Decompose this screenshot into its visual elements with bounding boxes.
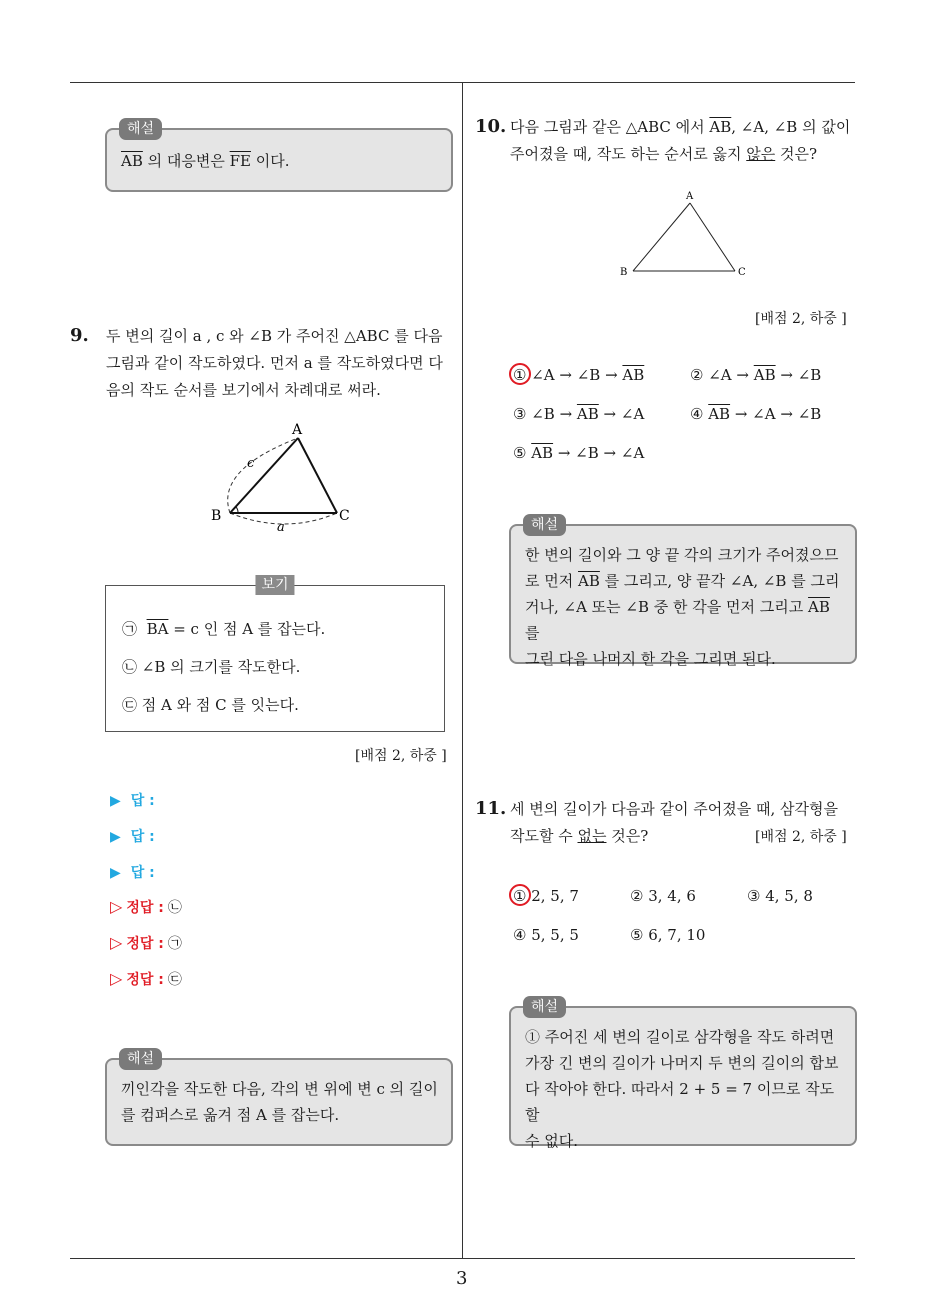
question-11-number: 11. [475, 798, 507, 819]
question-10-number: 10. [475, 116, 507, 137]
q11-option-3[interactable]: ③ 4, 5, 8 [747, 887, 813, 905]
fig-label-b: B [620, 267, 628, 278]
bogi-item-3: ㉢ 점 A 와 점 C 를 잇는다. [122, 696, 299, 714]
q10-option-1[interactable]: ① ∠A → ∠B → $\overline{AB}$ [513, 366, 645, 384]
answer-line-3: ▶ 답 : [110, 865, 155, 881]
explanation-box-q9 [105, 1051, 453, 1146]
fig-label-c-side: c [247, 456, 255, 471]
explanation-tag: 해설 [119, 1048, 162, 1070]
explanation-text: $\overline{AB}$ 의 대응변은 $\overline{FE}$ 이다. [121, 152, 290, 170]
answer-line-1: ▶ 답 : [110, 793, 155, 809]
explanation-text: ① 주어진 세 변의 길이로 삼각형을 작도 하려면 가장 긴 변의 길이가 나머지 두 변의 길이의 합보 다 작아야 한다. 따라서 2 + 5 = 7 이므로 작도할 수 없다. [525, 1028, 839, 1150]
question-11-score: [배점 2, 하중 ] [755, 829, 847, 845]
q11-option-1[interactable]: ① 2, 5, 7 [513, 887, 579, 905]
question-11-text: 세 변의 길이가 다음과 같이 주어졌을 때, 삼각형을 작도할 수 없는 것은? [510, 800, 838, 845]
explanation-tag: 해설 [523, 514, 566, 536]
correct-answer-2: ▷ 정답 : ㉠ [110, 933, 182, 952]
fig-label-c: C [738, 267, 746, 278]
bogi-tag: 보기 [255, 575, 294, 595]
q10-option-5[interactable]: ⑤ $\overline{AB}$ → ∠B → ∠A [513, 444, 645, 462]
q11-option-4[interactable]: ④ 5, 5, 5 [513, 926, 579, 944]
fig-label-a-side: a [277, 520, 285, 535]
bogi-box [105, 577, 445, 732]
bogi-item-1: ㉠ $\overline{BA} = c$ 인 점 A 를 잡는다. [122, 620, 326, 638]
fig-label-b-vertex: B [211, 508, 222, 524]
question-10-score: [배점 2, 하중 ] [755, 311, 847, 327]
q10-option-4[interactable]: ④ $\overline{AB}$ → ∠A → ∠B [690, 405, 822, 423]
bogi-item-2: ㉡ ∠B 의 크기를 작도한다. [122, 658, 301, 676]
correct-answer-3: ▷ 정답 : ㉢ [110, 969, 182, 988]
footer-rule [70, 1258, 855, 1259]
column-divider [462, 82, 463, 1259]
q10-option-3[interactable]: ③ ∠B → $\overline{AB}$ → ∠A [513, 405, 645, 423]
correct-answer-1: ▷ 정답 : ㉡ [110, 897, 182, 916]
q11-option-5[interactable]: ⑤ 6, 7, 10 [630, 926, 706, 944]
answer-line-2: ▶ 답 : [110, 829, 155, 845]
explanation-box-q10 [509, 517, 857, 668]
question-9-text: 두 변의 길이 a , c 와 ∠B 가 주어진 △ABC 를 다음 그림과 같이 작도하였다. 먼저 a 를 작도하였다면 다 음의 작도 순서를 보기에서 차례대로 써라. [106, 327, 443, 399]
fig-label-c-vertex: C [339, 508, 350, 524]
question-9-number: 9. [70, 325, 89, 346]
explanation-text: 한 변의 길이와 그 양 끝 각의 크기가 주어졌으므 로 먼저 $\overline{AB}$ 를 그리고, 양 끝각 ∠A, ∠B 를 그리 거나, ∠A 또는 ∠B 중 한 각을 먼저 그리고 $\overline{AB}$ 를 그린 다음 나머지 한 각을 그리면 된다. [525, 546, 840, 668]
explanation-text: 끼인각을 작도한 다음, 각의 변 위에 변 c 의 길이 를 컴퍼스로 옮겨 점 A 를 잡는다. [121, 1080, 438, 1124]
segment-fe: $\overline{FE}$ [229, 152, 251, 170]
question-9-triangle-figure [200, 420, 370, 535]
question-10-triangle-figure [615, 188, 755, 280]
explanation-box-q11 [509, 999, 857, 1150]
explanation-tag: 해설 [119, 118, 162, 140]
q11-option-2[interactable]: ② 3, 4, 6 [630, 887, 696, 905]
fig-label-a-vertex: A [292, 422, 303, 438]
question-10-text: 다음 그림과 같은 △ABC 에서 $\overline{AB}$, ∠A, ∠B 의 값이 주어졌을 때, 작도 하는 순서로 옳지 않은 것은? [510, 118, 851, 163]
q10-option-2[interactable]: ② ∠A → $\overline{AB}$ → ∠B [690, 366, 822, 384]
question-9-score: [배점 2, 하중 ] [355, 748, 447, 764]
fig-label-a: A [686, 191, 694, 202]
page-number: 3 [456, 1268, 468, 1289]
explanation-box-q8 [105, 121, 453, 192]
segment-ab: $\overline{AB}$ [121, 152, 143, 170]
explanation-tag: 해설 [523, 996, 566, 1018]
